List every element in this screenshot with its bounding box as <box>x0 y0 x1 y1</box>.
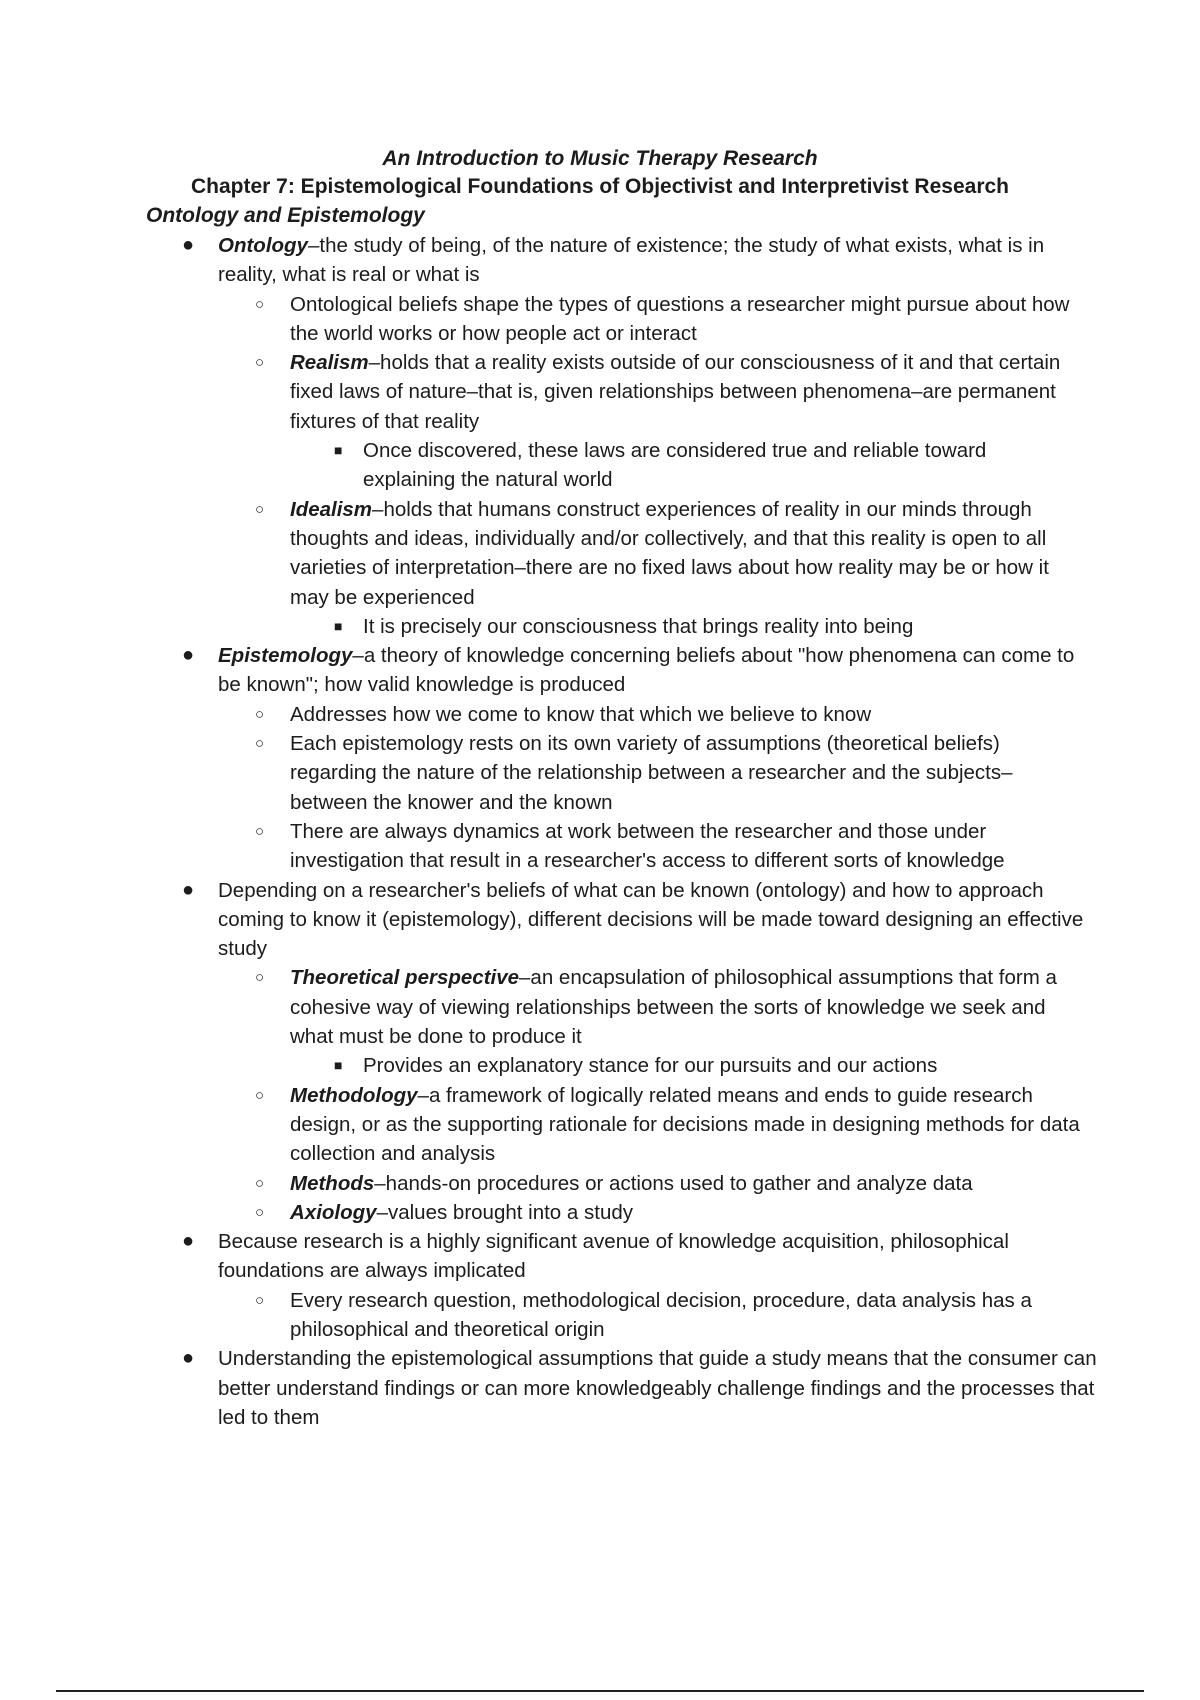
list-item-philosophical-origin <box>0 1286 1090 1345</box>
term-realism: Realism <box>290 351 369 375</box>
bullet-circle-icon: ○ <box>255 354 265 372</box>
bullet-disc-icon: ● <box>182 234 195 256</box>
understanding-text: Understanding the epistemological assumptions that guide a study means that the consumer can better understand findings or can more knowledgeably challenge findings and the processes that led to them <box>218 1347 1097 1429</box>
bullet-circle-icon: ○ <box>255 1291 265 1309</box>
list-item-epistemology-assumptions <box>0 729 1090 817</box>
list-item-theoretical-perspective <box>0 963 1090 1051</box>
bullet-circle-icon: ○ <box>255 295 265 313</box>
list-item-understanding <box>0 1344 1098 1432</box>
ontology-beliefs-text: Ontological beliefs shape the types of questions a researcher might pursue about how the world works or how people act or interact <box>290 292 1070 345</box>
list-item-realism <box>0 348 1090 436</box>
list-item-because <box>0 1227 1098 1286</box>
axiology-definition: –values brought into a study <box>376 1200 633 1224</box>
bullet-disc-icon: ● <box>182 878 195 901</box>
bullet-disc-icon: ● <box>182 1347 195 1370</box>
list-item-methodology <box>0 1081 1090 1169</box>
chapter-title: Chapter 7: Epistemological Foundations of Objectivist and Interpretivist Research <box>191 175 1009 198</box>
bullet-disc-icon: ● <box>182 1230 195 1253</box>
epistemology-definition: –a theory of knowledge concerning beliefs about "how phenomena can come to be known"; how valid knowledge is produced <box>218 644 1075 697</box>
term-idealism: Idealism <box>290 497 373 521</box>
list-item-epistemology-dynamics <box>0 817 1090 876</box>
bullet-circle-icon: ○ <box>255 822 265 840</box>
list-item-methods <box>0 1169 1090 1198</box>
bullet-square-icon: ■ <box>334 442 343 459</box>
bullet-circle-icon: ○ <box>255 1203 265 1221</box>
epistemology-item-text: Each epistemology rests on its own variety of assumptions (theoretical beliefs) regarding the nature of the relationship between a researcher and the subjects–between the knower and the known <box>290 732 1013 814</box>
list-item-epistemology-addresses <box>0 700 1090 729</box>
notes-outline <box>0 231 1200 1432</box>
methods-definition: –hands-on procedures or actions used to gather and analyze data <box>374 1171 973 1195</box>
list-item-ontology <box>0 231 1098 290</box>
list-item-epistemology <box>0 641 1098 700</box>
term-epistemology: Epistemology <box>218 644 353 668</box>
philosophical-origin-text: Every research question, methodological decision, procedure, data analysis has a philosophical and theoretical origin <box>290 1288 1032 1341</box>
bullet-disc-icon: ● <box>182 644 195 667</box>
theoretical-perspective-definition: –an encapsulation of philosophical assumptions that form a cohesive way of viewing relationships between the sorts of knowledge we seek and what must be done to produce it <box>290 966 1057 1049</box>
bullet-circle-icon: ○ <box>255 735 265 753</box>
bullet-square-icon: ■ <box>334 1057 343 1074</box>
document-title: An Introduction to Music Therapy Research <box>382 147 818 170</box>
depending-text: Depending on a researcher's beliefs of what can be known (ontology) and how to approach coming to know it (epistemology), different decisions will be made toward designing an effective study <box>218 878 1084 961</box>
bullet-circle-icon: ○ <box>255 500 265 518</box>
bullet-circle-icon: ○ <box>255 705 265 723</box>
list-item-realism-laws <box>0 436 1063 495</box>
list-item-axiology <box>0 1198 1090 1227</box>
ontology-definition: –the study of being, of the nature of existence; the study of what exists, what is in reality, what is real or what is <box>218 234 1045 287</box>
methodology-definition: –a framework of logically related means and ends to guide research design, or as the supporting rationale for decisions made in designing methods for data collection and analysis <box>290 1083 1080 1166</box>
list-item-idealism <box>0 495 1090 612</box>
explanatory-stance-text: Provides an explanatory stance for our pursuits and our actions <box>363 1054 938 1078</box>
term-ontology: Ontology <box>218 234 308 257</box>
term-theoretical-perspective: Theoretical perspective <box>290 966 520 990</box>
term-axiology: Axiology <box>290 1200 377 1224</box>
bullet-circle-icon: ○ <box>255 1174 265 1192</box>
term-methods: Methods <box>290 1171 375 1195</box>
because-text: Because research is a highly significant avenue of knowledge acquisition, philosophical foundations are always implicated <box>218 1230 1009 1283</box>
bullet-circle-icon: ○ <box>255 969 265 987</box>
realism-definition: –holds that a reality exists outside of our consciousness of it and that certain fixed laws of nature–that is, given relationships between phenomena–are permanent fixtures of that reality <box>290 351 1061 433</box>
footer-divider <box>56 1690 1144 1692</box>
list-item-depending <box>0 876 1098 964</box>
realism-laws-text: Once discovered, these laws are considered true and reliable toward explaining the natural world <box>363 439 987 492</box>
list-item-explanatory-stance <box>0 1051 1063 1080</box>
idealism-consciousness-text: It is precisely our consciousness that brings reality into being <box>363 614 914 638</box>
idealism-definition: –holds that humans construct experiences of reality in our minds through thoughts and ideas, individually and/or collectively, and that this reality is open to all varieties of interpretation–there are no fixed laws about how reality may be or how it may be experienced <box>290 497 1049 609</box>
epistemology-item-text: There are always dynamics at work between the researcher and those under investigation that result in a researcher's access to different sorts of knowledge <box>290 819 1005 873</box>
list-item-ontology-beliefs <box>0 290 1090 349</box>
epistemology-item-text: Addresses how we come to know that which we believe to know <box>290 702 872 726</box>
list-item-idealism-consciousness <box>0 612 1063 641</box>
bullet-square-icon: ■ <box>334 617 343 634</box>
term-methodology: Methodology <box>290 1083 418 1107</box>
bullet-circle-icon: ○ <box>255 1086 265 1104</box>
section-heading: Ontology and Epistemology <box>146 204 425 227</box>
